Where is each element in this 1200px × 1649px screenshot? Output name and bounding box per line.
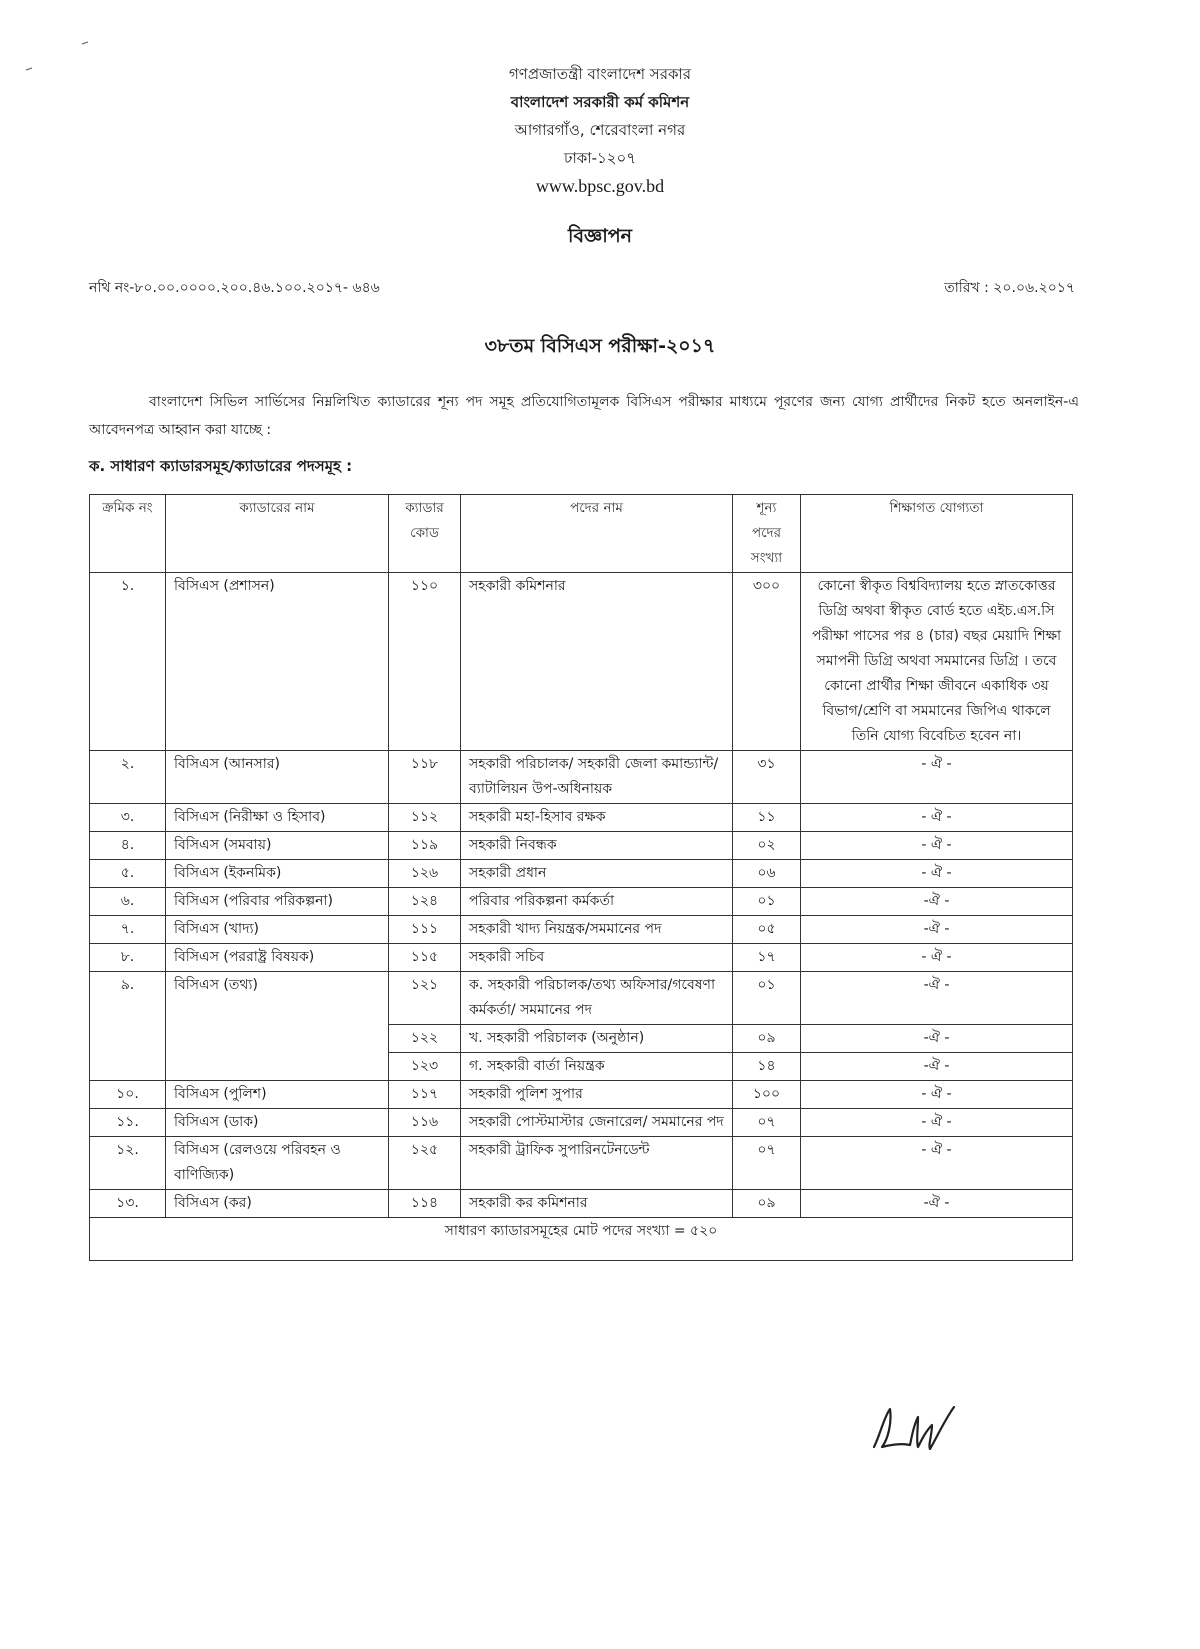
vacancy-cell: ০১ xyxy=(733,972,801,1025)
code-cell: ১১৫ xyxy=(389,944,461,972)
vacancy-cell: ০৯ xyxy=(733,1025,801,1053)
serial-cell: ৮. xyxy=(90,944,166,972)
table-header-row xyxy=(90,495,1073,573)
vacancy-cell: ৩১ xyxy=(733,751,801,804)
table-row xyxy=(90,972,1073,1025)
code-cell: ১২২ xyxy=(389,1025,461,1053)
code-cell: ১২১ xyxy=(389,972,461,1025)
col-vacancy-header: শূন্য পদের সংখ্যা xyxy=(733,495,801,573)
vacancy-cell: ০২ xyxy=(733,832,801,860)
intro-paragraph: বাংলাদেশ সিভিল সার্ভিসের নিম্নলিখিত ক্যাডারের শূন্য পদ সমূহ প্রতিযোগিতামূলক বিসিএস পরীক্ষার মাধ্যমে পূরণের জন্য যোগ্য প্রার্থীদের নিকট হতে অনলাইন-এ আবেদনপত্র আহ্বান করা যাচ্ছে : xyxy=(89,394,1079,438)
post-cell: সহকারী প্রধান xyxy=(461,860,733,888)
qualification-cell: - ঐ - xyxy=(801,751,1073,804)
serial-cell: ৫. xyxy=(90,860,166,888)
serial-cell: ৭. xyxy=(90,916,166,944)
post-cell: সহকারী পোস্টমাস্টার জেনারেল/ সমমানের পদ xyxy=(461,1109,733,1137)
vacancy-cell: ০৯ xyxy=(733,1190,801,1218)
serial-cell: ৯. xyxy=(90,972,166,1081)
section-title: ক. সাধারণ ক্যাডারসমূহ/ক্যাডারের পদসমূহ : xyxy=(89,457,353,475)
vacancy-cell: ১০০ xyxy=(733,1081,801,1109)
total-posts: সাধারণ ক্যাডারসমূহের মোট পদের সংখ্যা = ৫২০ xyxy=(90,1218,1073,1261)
table-row xyxy=(90,751,1073,804)
table-row xyxy=(90,804,1073,832)
address-line: আগারগাঁও, শেরেবাংলা নগর xyxy=(514,121,686,139)
qualification-cell: - ঐ - xyxy=(801,804,1073,832)
serial-cell: ৩. xyxy=(90,804,166,832)
post-cell: সহকারী সচিব xyxy=(461,944,733,972)
serial-cell: ৬. xyxy=(90,888,166,916)
code-cell: ১১৭ xyxy=(389,1081,461,1109)
code-cell: ১১০ xyxy=(389,573,461,751)
cadre-cell: বিসিএস (খাদ্য) xyxy=(166,916,389,944)
serial-cell: ১. xyxy=(90,573,166,751)
qualification-cell: -ঐ - xyxy=(801,888,1073,916)
qualification-cell: -ঐ - xyxy=(801,972,1073,1025)
govt-name: গণপ্রজাতন্ত্রী বাংলাদেশ সরকার xyxy=(508,65,692,83)
post-cell: সহকারী মহা-হিসাব রক্ষক xyxy=(461,804,733,832)
vacancy-cell: ৩০০ xyxy=(733,573,801,751)
col-code-header: ক্যাডার কোড xyxy=(389,495,461,573)
table-row xyxy=(90,573,1073,751)
cadre-cell: বিসিএস (পুলিশ) xyxy=(166,1081,389,1109)
table-row xyxy=(90,888,1073,916)
vacancy-cell: ১১ xyxy=(733,804,801,832)
table-row xyxy=(90,1081,1073,1109)
memo-number: নথি নং-৮০.০০.০০০০.২০০.৪৬.১০০.২০১৭- ৬৪৬ xyxy=(89,280,380,296)
col-qualification-header: শিক্ষাগত যোগ্যতা xyxy=(801,495,1073,573)
code-cell: ১১১ xyxy=(389,916,461,944)
table-row xyxy=(90,916,1073,944)
qualification-cell: -ঐ - xyxy=(801,916,1073,944)
table-row xyxy=(90,1190,1073,1218)
letterhead xyxy=(0,60,1200,200)
qualification-cell: কোনো স্বীকৃত বিশ্ববিদ্যালয় হতে স্নাতকোত্তর ডিগ্রি অথবা স্বীকৃত বোর্ড হতে এইচ.এস.সি পরীক্ষা পাসের পর ৪ (চার) বছর মেয়াদি শিক্ষা সমাপনী ডিগ্রি অথবা সমমানের ডিগ্রি । তবে কোনো প্রার্থীর শিক্ষা জীবনে একাধিক ৩য় বিভাগ/শ্রেণি বা সমমানের জিপিএ থাকলে তিনি যোগ্য বিবেচিত হবেন না। xyxy=(801,573,1073,751)
serial-cell: ১১. xyxy=(90,1109,166,1137)
vacancy-cell: ১৪ xyxy=(733,1053,801,1081)
cadre-cell: বিসিএস (ইকনমিক) xyxy=(166,860,389,888)
qualification-cell: - ঐ - xyxy=(801,1109,1073,1137)
qualification-cell: - ঐ - xyxy=(801,860,1073,888)
qualification-cell: - ঐ - xyxy=(801,832,1073,860)
qualification-cell: -ঐ - xyxy=(801,1053,1073,1081)
total-row xyxy=(90,1218,1073,1261)
vacancy-cell: ০৬ xyxy=(733,860,801,888)
code-cell: ১১৯ xyxy=(389,832,461,860)
code-cell: ১১৬ xyxy=(389,1109,461,1137)
table-row xyxy=(90,944,1073,972)
cadre-cell: বিসিএস (প্রশাসন) xyxy=(166,573,389,751)
post-cell: সহকারী পরিচালক/ সহকারী জেলা কমান্ড্যান্ট/ব্যাটালিয়ন উপ-অধিনায়ক xyxy=(461,751,733,804)
exam-title: ৩৮তম বিসিএস পরীক্ষা-২০১৭ xyxy=(484,335,716,357)
post-cell: সহকারী ট্রাফিক সুপারিনটেনডেন্ট xyxy=(461,1137,733,1190)
qualification-cell: -ঐ - xyxy=(801,1190,1073,1218)
col-post-header: পদের নাম xyxy=(461,495,733,573)
cadre-cell: বিসিএস (রেলওয়ে পরিবহন ও বাণিজ্যিক) xyxy=(166,1137,389,1190)
vacancy-cell: ০১ xyxy=(733,888,801,916)
cadre-cell: বিসিএস (কর) xyxy=(166,1190,389,1218)
post-cell: গ. সহকারী বার্তা নিয়ন্ত্রক xyxy=(461,1053,733,1081)
serial-cell: ৪. xyxy=(90,832,166,860)
cadre-cell: বিসিএস (পরিবার পরিকল্পনা) xyxy=(166,888,389,916)
cadre-cell: বিসিএস (নিরীক্ষা ও হিসাব) xyxy=(166,804,389,832)
table-row xyxy=(90,832,1073,860)
vacancy-table xyxy=(89,494,1073,1261)
table-row xyxy=(90,860,1073,888)
post-cell: সহকারী নিবন্ধক xyxy=(461,832,733,860)
cadre-cell: বিসিএস (আনসার) xyxy=(166,751,389,804)
vacancy-cell: ০৭ xyxy=(733,1137,801,1190)
serial-cell: ১৩. xyxy=(90,1190,166,1218)
qualification-cell: -ঐ - xyxy=(801,1025,1073,1053)
cadre-cell: বিসিএস (সমবায়) xyxy=(166,832,389,860)
serial-cell: ১২. xyxy=(90,1137,166,1190)
vacancy-cell: ০৫ xyxy=(733,916,801,944)
post-cell: সহকারী কমিশনার xyxy=(461,573,733,751)
post-cell: ক. সহকারী পরিচালক/তথ্য অফিসার/গবেষণা কর্মকর্তা/ সমমানের পদ xyxy=(461,972,733,1025)
cadre-cell: বিসিএস (ডাক) xyxy=(166,1109,389,1137)
serial-cell: ১০. xyxy=(90,1081,166,1109)
code-cell: ১১৮ xyxy=(389,751,461,804)
code-cell: ১২৫ xyxy=(389,1137,461,1190)
code-cell: ১২৬ xyxy=(389,860,461,888)
post-cell: সহকারী কর কমিশনার xyxy=(461,1190,733,1218)
post-cell: সহকারী পুলিশ সুপার xyxy=(461,1081,733,1109)
post-cell: খ. সহকারী পরিচালক (অনুষ্ঠান) xyxy=(461,1025,733,1053)
city-line: ঢাকা-১২০৭ xyxy=(563,149,637,167)
code-cell: ১২৩ xyxy=(389,1053,461,1081)
website: www.bpsc.gov.bd xyxy=(535,176,665,196)
vacancy-cell: ১৭ xyxy=(733,944,801,972)
qualification-cell: - ঐ - xyxy=(801,1137,1073,1190)
table-row xyxy=(90,1109,1073,1137)
col-serial-header: ক্রমিক নং xyxy=(90,495,166,573)
cadre-cell: বিসিএস (তথ্য) xyxy=(166,972,389,1081)
post-cell: সহকারী খাদ্য নিয়ন্ত্রক/সমমানের পদ xyxy=(461,916,733,944)
issue-date: তারিখ : ২০.০৬.২০১৭ xyxy=(944,280,1075,296)
code-cell: ১২৪ xyxy=(389,888,461,916)
qualification-cell: - ঐ - xyxy=(801,944,1073,972)
qualification-cell: - ঐ - xyxy=(801,1081,1073,1109)
vacancy-cell: ০৭ xyxy=(733,1109,801,1137)
post-cell: পরিবার পরিকল্পনা কর্মকর্তা xyxy=(461,888,733,916)
signature xyxy=(862,1395,972,1455)
code-cell: ১১২ xyxy=(389,804,461,832)
heading: বিজ্ঞাপন xyxy=(568,225,632,247)
col-cadre-header: ক্যাডারের নাম xyxy=(166,495,389,573)
cadre-cell: বিসিএস (পররাষ্ট্র বিষয়ক) xyxy=(166,944,389,972)
table-row xyxy=(90,1137,1073,1190)
code-cell: ১১৪ xyxy=(389,1190,461,1218)
serial-cell: ২. xyxy=(90,751,166,804)
commission-name: বাংলাদেশ সরকারী কর্ম কমিশন xyxy=(510,93,690,111)
